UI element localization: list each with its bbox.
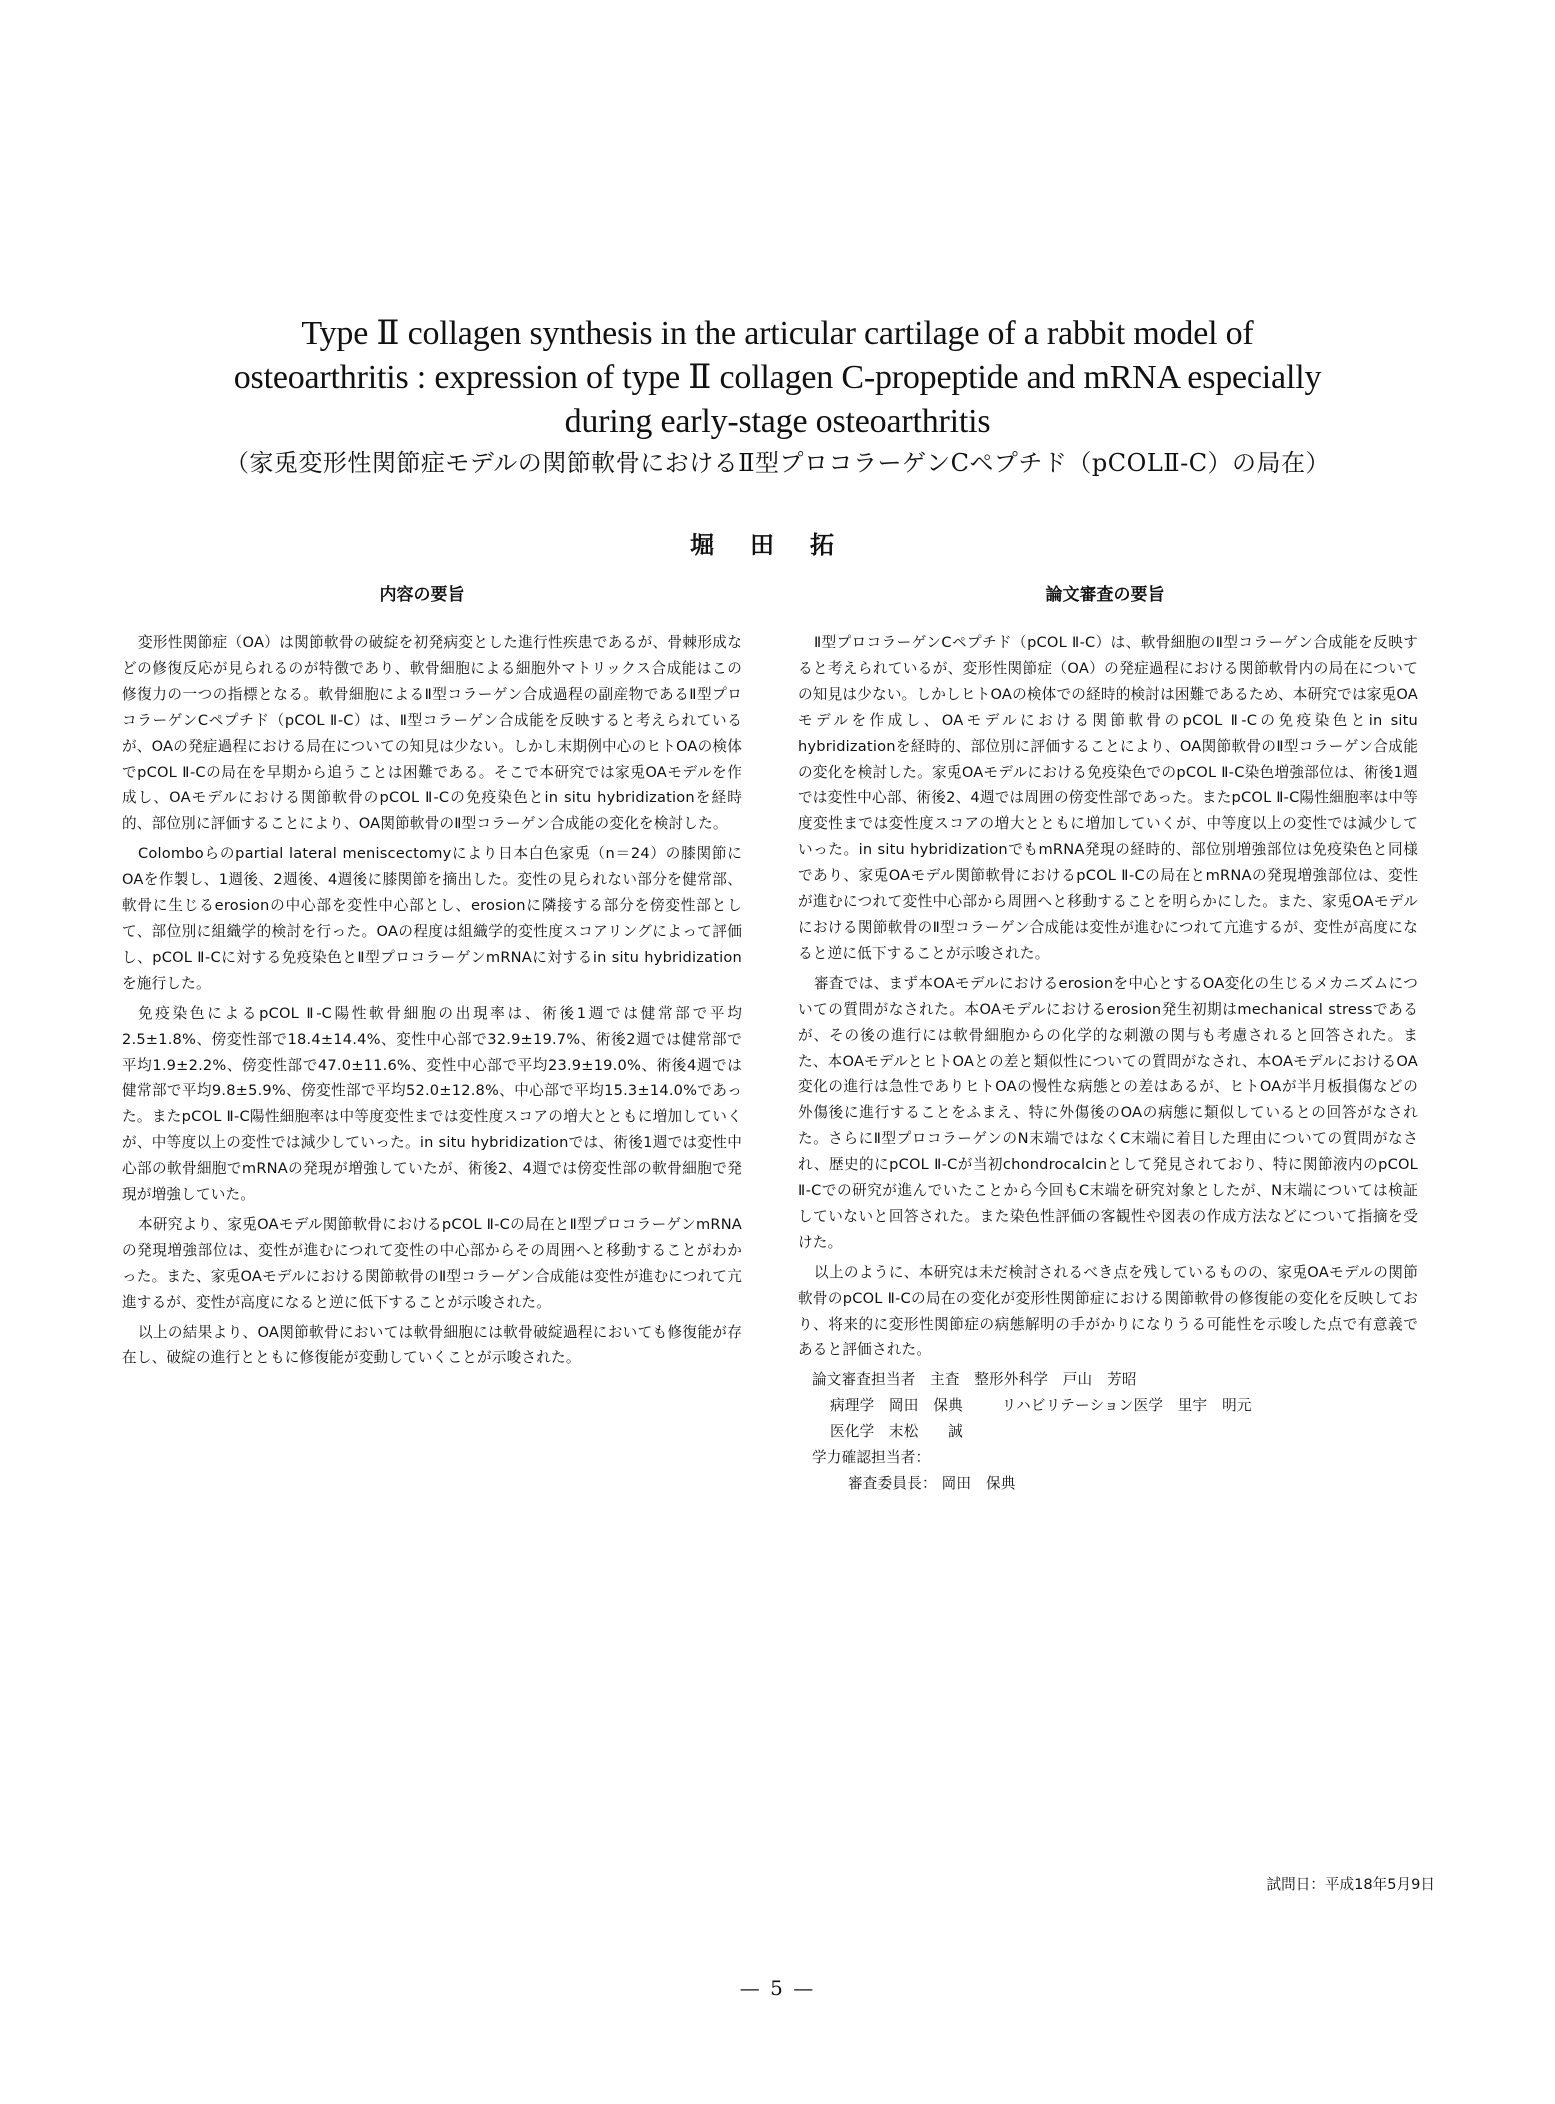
abstract-paragraph: 本研究より、家兎OAモデル関節軟骨におけるpCOL Ⅱ-Cの局在とⅡ型プロコラーゲンmRNAの発現増強部位は、変性が進むにつれて変性の中心部からその周囲へと移動することがわかった。また、家兎OAモデルにおける関節軟骨のⅡ型コラーゲン合成能は変性が進むにつれて亢進するが、変性が高度になると逆に低下することが示唆された。 (122, 1215, 742, 1311)
english-title-line-2: osteoarthritis : expression of type Ⅱ collagen C-propeptide and mRNA especially (233, 359, 1322, 396)
review-committee (798, 1367, 1418, 1497)
committee-chief-row (798, 1367, 1418, 1393)
review-column (798, 630, 1418, 1497)
member-name: 里宇 明元 (1177, 1397, 1252, 1415)
ability-check-row (798, 1445, 1418, 1471)
member-department: 医化学 (830, 1423, 875, 1441)
committee-members-row (798, 1419, 1418, 1445)
english-title (150, 312, 1405, 444)
member-name: 岡田 保典 (888, 1397, 963, 1415)
committee-members-row (798, 1393, 1418, 1419)
abstract-paragraph: 以上の結果より、OA関節軟骨においては軟骨細胞には軟骨破綻過程においても修復能が存在し、破綻の進行とともに修復能が変動していくことが示唆された。 (122, 1323, 742, 1367)
chief-role: 主査 (930, 1371, 960, 1389)
page-number: — 5 — (739, 1976, 816, 2000)
abstract-paragraph: Colomboらのpartial lateral meniscectomyにより日本白色家兎（n＝24）の膝関節にOAを作製し、1週後、2週後、4週後に膝関節を摘出した。変性の見られない部分を健常部、軟骨に生じるerosionの中心部を変性中心部とし、erosionに隣接する部分を傍変性部として、部位別に組織学的検討を行った。OAの程度は組織学的変性度スコアリングによって評価し、pCOL Ⅱ-Cに対する免疫染色とⅡ型プロコラーゲンmRNAに対するin situ hybridizationを施行した。 (122, 845, 742, 992)
ability-check-label: 学力確認担当者： (812, 1449, 931, 1467)
examiner-row (798, 1471, 1418, 1497)
committee-label: 論文審査担当者 (812, 1371, 916, 1389)
examiner-name: 岡田 保典 (941, 1475, 1016, 1492)
review-heading: 論文審査の要旨 (1045, 585, 1165, 605)
abstract-heading: 内容の要旨 (379, 585, 465, 605)
review-paragraph: 以上のように、本研究は未だ検討されるべき点を残しているものの、家兎OAモデルの関節軟骨のpCOL Ⅱ-Cの局在の変化が変形性関節症における関節軟骨の修復能の変化を反映しており、将来的に変形性関節症の病態解明の手がかりになりうる可能性を示唆した点で有意義であると評価された。 (798, 1263, 1418, 1359)
member-department: 病理学 (830, 1397, 875, 1415)
member-name: 末松 誠 (888, 1423, 963, 1441)
abstract-paragraph: 免疫染色によるpCOL Ⅱ-C陽性軟骨細胞の出現率は、術後1週では健常部で平均2.5±1.8%、傍変性部で18.4±14.4%、変性中心部で32.9±19.7%、術後2週では健常部で平均1.9±2.2%、傍変性部で47.0±11.6%、変性中心部で平均23.9±19.0%、術後4週では健常部で平均9.8±5.9%、傍変性部で平均52.0±12.8%、中心部で平均15.3±14.0%であった。またpCOL Ⅱ-C陽性細胞率は中等度変性までは変性度スコアの増大とともに増加していくが、中等度以上の変性では減少していった。in situ hybridizationでは、術後1週では変性中心部の軟骨細胞でmRNAの発現が増強していたが、術後2、4週では傍変性部の軟骨細胞で発現が増強していた。 (122, 1004, 742, 1204)
english-title-line-1: Type Ⅱ collagen synthesis in the articular cartilage of a rabbit model of (301, 315, 1254, 352)
abstract-column (122, 630, 742, 1375)
chief-department: 整形外科学 (974, 1371, 1049, 1389)
exam-date: 試問日：平成18年5月9日 (1266, 1876, 1435, 1893)
author-name: 堀田拓 (690, 531, 870, 559)
japanese-title: （家兎変形性関節症モデルの関節軟骨におけるⅡ型プロコラーゲンCペプチド（pCOLⅡ-C）の局在） (224, 449, 1331, 477)
review-paragraph: Ⅱ型プロコラーゲンCペプチド（pCOL Ⅱ-C）は、軟骨細胞のⅡ型コラーゲン合成能を反映すると考えられているが、変形性関節症（OA）の発症過程における関節軟骨内の局在についての知見は少ない。しかしヒトOAの検体での経時的検討は困難であるため、本研究では家兎OAモデルを作成し、OAモデルにおける関節軟骨のpCOL Ⅱ-Cの免疫染色とin situ hybridizationを経時的、部位別に評価することにより、OA関節軟骨のⅡ型コラーゲン合成能の変化を検討した。家兎OAモデルにおける免疫染色でのpCOL Ⅱ-C染色増強部位は、術後1週では変性中心部、術後2、4週では周囲の傍変性部であった。またpCOL Ⅱ-C陽性細胞率は中等度変性までは変性度スコアの増大とともに増加していくが、中等度以上の変性では減少していった。in situ hybridizationでもmRNA発現の経時的、部位別増強部位は免疫染色と同様であり、家兎OAモデル関節軟骨におけるpCOL Ⅱ-Cの局在とmRNAの発現増強部位は、変性が進むにつれて変性中心部から周囲へと移動することを明らかにした。また、家兎OAモデルにおける関節軟骨のⅡ型コラーゲン合成能は変性が進むにつれて亢進するが、変性が高度になると逆に低下することが示唆された。 (798, 634, 1418, 962)
examiner-label: 審査委員長： (848, 1475, 937, 1492)
abstract-paragraph: 変形性関節症（OA）は関節軟骨の破綻を初発病変とした進行性疾患であるが、骨棘形成などの修復反応が見られるのが特徴であり、軟骨細胞による細胞外マトリックス合成能はこの修復力の一つの指標となる。軟骨細胞によるⅡ型コラーゲン合成過程の副産物であるⅡ型プロコラーゲンCペプチド（pCOL Ⅱ-C）は、Ⅱ型コラーゲン合成能を反映すると考えられているが、OAの発症過程における局在についての知見は少ない。しかし末期例中心のヒトOAの検体でpCOL Ⅱ-Cの局在を早期から追うことは困難である。そこで本研究では家兎OAモデルを作成し、OAモデルにおける関節軟骨のpCOL Ⅱ-Cの免疫染色とin situ hybridizationを経時的、部位別に評価することにより、OA関節軟骨のⅡ型コラーゲン合成能の変化を検討した。 (122, 634, 743, 833)
member-department: リハビリテーション医学 (1001, 1397, 1164, 1415)
review-paragraph: 審査では、まず本OAモデルにおけるerosionを中心とするOA変化の生じるメカニズムについての質問がなされた。本OAモデルにおけるerosion発生初期はmechanical stressであるが、その後の進行には軟骨細胞からの化学的な刺激の関与も考慮されると回答された。また、本OAモデルとヒトOAとの差と類似性についての質問がなされ、本OAモデルにおけるOA変化の進行は急性でありヒトOAの慢性な病態との差はあるが、ヒトOAが半月板損傷などの外傷後に進行することをふまえ、特に外傷後のOAの病態に類似しているとの回答がなされた。さらにⅡ型プロコラーゲンのN末端ではなくC末端に着目した理由についての質問がなされ、歴史的にpCOL Ⅱ-Cが当初chondrocalcinとして発見されており、特に関節液内のpCOL Ⅱ-Cでの研究が進んでいたことから今回もC末端を研究対象としたが、N末端については検証していないと回答された。また染色性評価の客観性や図表の作成方法などについて指摘を受けた。 (798, 974, 1418, 1251)
chief-name: 戸山 芳昭 (1062, 1371, 1137, 1389)
english-title-line-3: during early-stage osteoarthritis (564, 403, 991, 440)
